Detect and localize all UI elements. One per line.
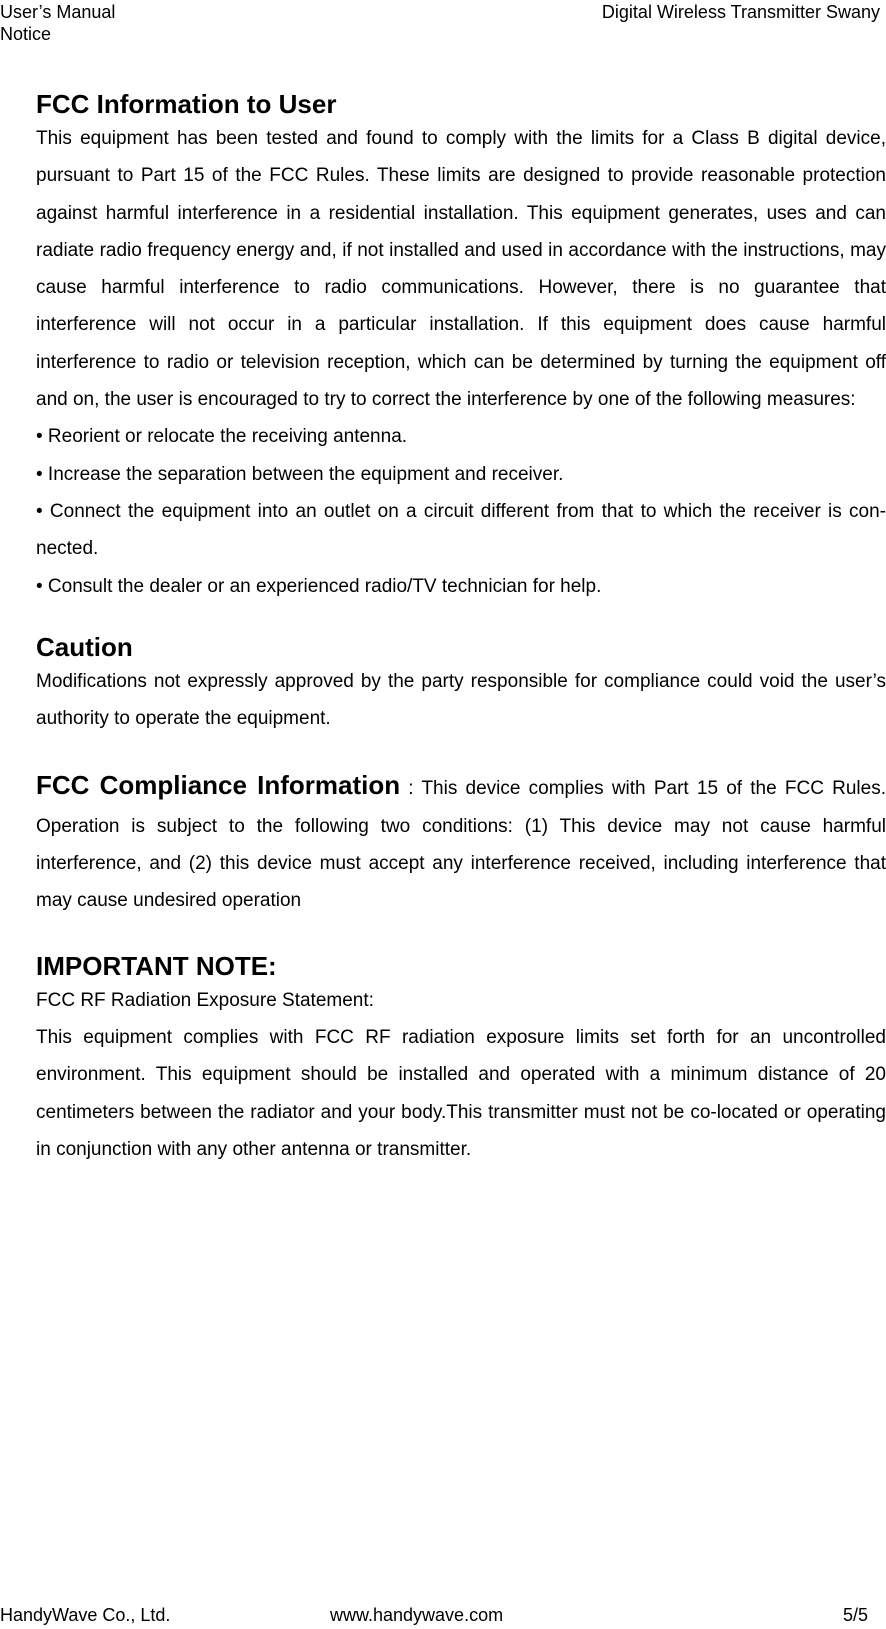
header-product-title: Digital Wireless Transmitter Swany	[601, 2, 880, 22]
footer-company: HandyWave Co., Ltd.	[0, 1605, 171, 1625]
rf-exposure-subtitle: FCC RF Radiation Exposure Statement:	[36, 989, 374, 1011]
fcc-info-paragraph: This equipment has been tested and found to comply with the limits for a Class B digital device, pursuant to Part 15 of the FCC Rules. These limits are designed to provide reasonable protection against harmful interference in a residential installation. This equipment generates, uses and can radiate radio frequency energy and, if not installed and used in accordance with the instructions, may cause harmful interference to radio communications. However, there is no guarantee that interference will not occur in a particular installation. If this equipment does cause harmful interference to radio or television reception, which can be determined by turning the equipment off and on, the user is encouraged to try to correct the interference by one of the following measures:	[36, 128, 886, 411]
compliance-text: : This device complies with Part 15 of the FCC Rules. Operation is subject to the following two conditions: (1) This device may not cause harmful interference, and (2) this device must accept any interference received, including interference that may cause undesired operation	[36, 778, 886, 912]
header-section-label: Notice	[0, 24, 52, 44]
compliance-paragraph	[36, 767, 886, 919]
footer-page-number: 5/5	[842, 1605, 868, 1625]
rf-exposure-paragraph: This equipment complies with FCC RF radiation exposure limits set forth for an uncontrolled environment. This equipment should be installed and operated with a minimum distance of 20 centimeters between the radiator and your body.This transmitter must not be co-located or operating in conjunction with any other antenna or transmitter.	[36, 1026, 886, 1160]
caution-heading: Caution	[36, 631, 133, 662]
fcc-measure-item: • Reorient or relocate the receiving antenna.	[36, 426, 408, 448]
document-body	[36, 88, 886, 1168]
important-note-heading: IMPORTANT NOTE:	[36, 950, 277, 981]
caution-paragraph: Modifications not expressly approved by the party responsible for compliance could void the user’s authority to operate the equipment.	[36, 670, 886, 730]
fcc-measure-item: • Consult the dealer or an experienced radio/TV technician for help.	[36, 575, 602, 597]
header-manual-title: User’s Manual	[0, 2, 116, 22]
fcc-measure-item: • Increase the separation between the equipment and receiver.	[36, 463, 564, 485]
fcc-measure-item: • Connect the equipment into an outlet on a circuit different from that to which the receiver is con-nected.	[36, 500, 886, 560]
footer-website: www.handywave.com	[330, 1605, 504, 1625]
compliance-heading: FCC Compliance Information	[36, 770, 401, 801]
fcc-info-heading: FCC Information to User	[36, 89, 337, 119]
